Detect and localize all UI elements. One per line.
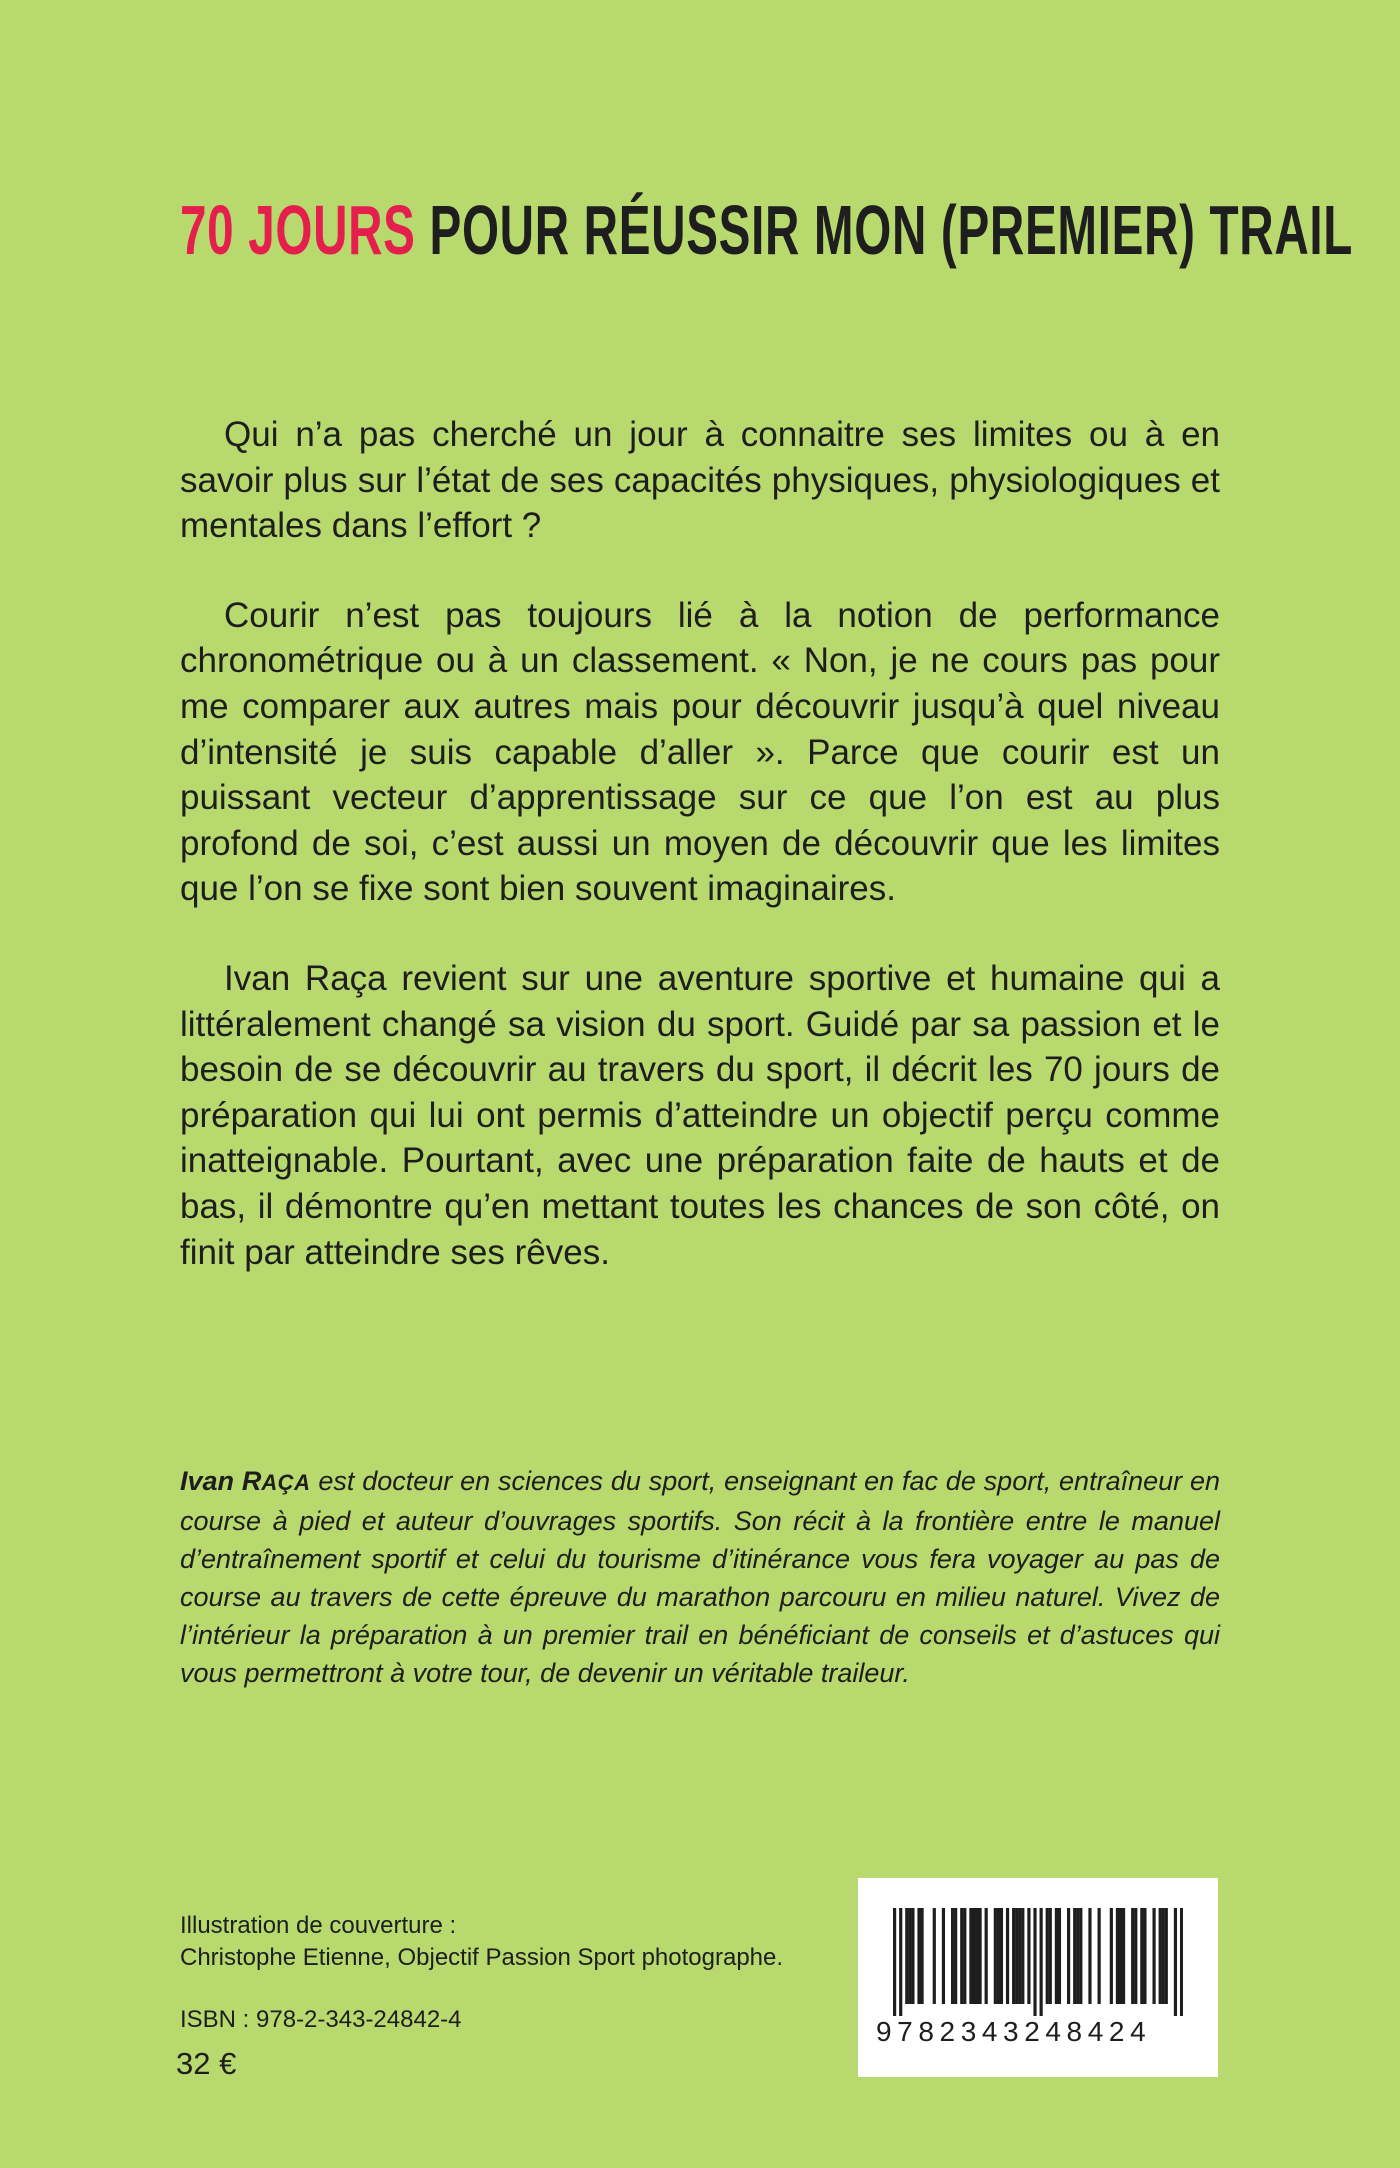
barcode [858,1878,1218,2077]
author-name [180,1466,311,1496]
barcode-bar [1055,1908,1058,2004]
cover-credits-label: Illustration de couverture : [180,1912,457,1939]
barcode-bar [1165,1908,1168,2004]
book-title-accent: 70 JOURS [180,191,416,269]
barcode-bar [1122,1908,1125,2004]
barcode-bar [1119,1908,1122,2004]
barcode-bar [1058,1908,1061,2004]
cover-credits-text: Christophe Etienne, Objectif Passion Sport photographe. [180,1944,784,1971]
barcode-bar [1040,1908,1043,2016]
barcode-bar [933,1908,936,2004]
barcode-bar [1012,1908,1015,2004]
barcode-bar [1033,1908,1036,2016]
barcode-bar [1046,1908,1049,2004]
barcode-bar [1134,1908,1137,2004]
barcode-bar [1018,1908,1021,2004]
barcode-bar [954,1908,957,2004]
barcode-bar [951,1908,954,2004]
price: 32 € [176,2046,237,2081]
barcode-bar [1021,1908,1024,2004]
barcode-bar [960,1908,963,2004]
blurb-paragraph-2: Courir n’est pas toujours lié à la notion de performance chronométrique ou à un classement. « Non, je ne cours pas pour me comparer aux autres mais pour découvrir jusqu’à quel niveau d’intensité je suis capable d’aller ». Parce que courir est un puissant vecteur d’apprentissage sur ce que l’on est au plus profond de soi, c’est aussi un moyen de découvrir que les limites que l’on se fixe sont bien souvent imaginaires. [180,595,1220,909]
barcode-bar [1076,1908,1079,2004]
barcode-bar [1152,1908,1155,2004]
barcode-bar [1000,1908,1003,2004]
author-name-small: AÇA [261,1470,311,1495]
barcode-bar [911,1908,914,2004]
barcode-bar [1067,1908,1070,2004]
barcode-bar [1174,1908,1177,2016]
barcode-bar [1162,1908,1165,2004]
barcode-bar [1180,1908,1183,2016]
barcode-bar [1140,1908,1143,2004]
barcode-number: 9782343248424 [876,2016,1152,2047]
author-bio-text: est docteur en sciences du sport, enseignant en fac de sport, entraîneur en course à pied et auteur d’ouvrages sportifs. Son récit à la frontière entre le manuel d’entraînement sportif et celui du tourisme d’itinérance vous fera voyager au pas de course au travers de cette épreuve du marathon parcouru en milieu naturel. Vivez de l’intérieur la préparation à un premier trail en bénéficiant de conseils et d’astuces qui vous permettront à votre tour, de devenir un véritable traileur. [180,1466,1220,1688]
barcode-bar [985,1908,988,2004]
barcode-bar [1006,1908,1009,2004]
cover-credits [180,1910,860,1974]
barcode-bar [994,1908,997,2004]
blurb-paragraph-1: Qui n’a pas cherché un jour à connaitre ses limites ou à en savoir plus sur l’état de ses capacités physiques, physiologiques et mentales dans l’effort ? [180,415,1220,546]
barcode-bar [1116,1908,1119,2004]
barcode-bar [1079,1908,1082,2004]
barcode-bar [1131,1908,1134,2004]
book-title [180,190,1354,270]
barcode-bar [1098,1908,1101,2004]
barcode-bar [997,1908,1000,2004]
barcode-bar [1159,1908,1162,2004]
blurb-paragraph-3: Ivan Raça revient sur une aventure sportive et humaine qui a littéralement changé sa vision du sport. Guidé par sa passion et le besoin de se découvrir au travers du sport, il décrit les 70 jours de préparation qui lui ont permis d’atteindre un objectif perçu comme inatteignable. Pourtant, avec une préparation faite de hauts et de bas, il démontre qu’en mettant toutes les chances de son côté, on finit par atteindre ses rêves. [180,958,1220,1272]
barcode-bar [1143,1908,1146,2004]
barcode-bar [1027,1908,1030,2004]
barcode-bar [972,1908,975,2004]
barcode-bar [963,1908,966,2004]
barcode-bar [1015,1908,1018,2004]
author-bio [180,1462,1220,1692]
barcode-bar [975,1908,978,2004]
barcode-bar [893,1908,896,2016]
isbn: ISBN : 978-2-343-24842-4 [180,2006,462,2033]
barcode-bar [905,1908,908,2004]
barcode-bars [893,1908,1183,2018]
barcode-bar [908,1908,911,2004]
barcode-bar [942,1908,945,2004]
book-title-rest: POUR RÉUSSIR MON (PREMIER) TRAIL [429,191,1354,269]
barcode-bar [1073,1908,1076,2004]
barcode-bar [969,1908,972,2004]
barcode-bar [1110,1908,1113,2004]
barcode-bar [917,1908,920,2004]
blurb [180,412,1220,1319]
author-name-first: Ivan R [180,1466,262,1496]
barcode-bar [1049,1908,1052,2004]
barcode-bar [978,1908,981,2004]
barcode-bar [899,1908,902,2016]
barcode-bar [920,1908,923,2004]
barcode-bar [1088,1908,1091,2004]
